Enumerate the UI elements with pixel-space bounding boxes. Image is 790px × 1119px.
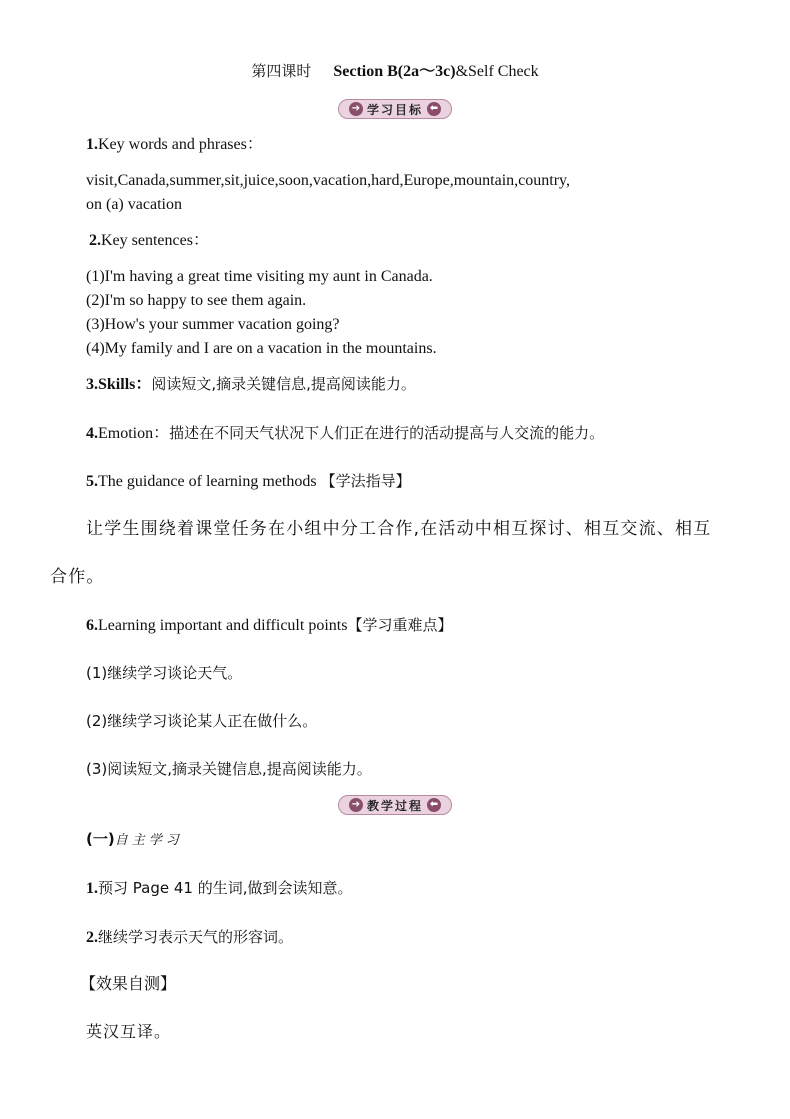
part1-title: 自主学习 [114,833,183,848]
key-words-heading [86,135,263,155]
points-label: Learning important and difficult points [98,617,348,634]
emotion-text: 描述在不同天气状况下人们正在进行的活动提高与人交流的能力。 [169,424,605,442]
item-number: 1. [86,136,98,153]
emotion-label: Emotion： [98,425,170,442]
self-check-label: &Self Check [455,63,539,80]
arrow-left-icon: ⬅ [427,102,441,116]
points-heading [86,615,452,636]
key-words-line-2: on (a) vacation [86,196,182,213]
goals-pill [338,99,452,119]
part-number: (一) [86,830,115,848]
item-1-text: 预习 Page 41 的生词,做到会读知意。 [98,879,353,897]
skills-label: Skills： [98,376,152,393]
item-number: 5. [86,473,98,490]
point-2: (2)继续学习谈论某人正在做什么。 [86,712,318,730]
section-label: Section B(2a～3c) [333,63,456,80]
process-banner [0,794,790,816]
process-banner-label: 教学过程 [366,798,423,813]
item-number: 6. [86,617,98,634]
item-number: 1. [86,880,98,897]
process-item-1 [86,878,352,899]
item-number: 2. [86,929,98,946]
sentence-4: (4)My family and I are on a vacation in the mountains. [86,340,437,357]
item-number: 3. [86,376,98,393]
sentence-2: (2)I'm so happy to see them again. [86,292,307,309]
key-sentences-heading [89,231,209,251]
key-words-label: Key words and phrases： [98,136,263,153]
self-test-label: 【效果自测】 [80,974,177,993]
emotion-line [86,423,604,444]
arrow-right-icon: ➔ [349,102,363,116]
item-2-text: 继续学习表示天气的形容词。 [98,928,294,946]
sentence-1: (1)I'm having a great time visiting my aunt in Canada. [86,268,433,285]
key-sentences-label: Key sentences： [101,232,209,249]
lesson-title [0,61,790,82]
guidance-cn-label: 【学法指导】 [320,472,411,490]
part1-heading [86,829,183,851]
item-number: 2. [89,232,101,249]
item-number: 4. [86,425,98,442]
process-item-2 [86,927,293,948]
arrow-right-icon: ➔ [349,798,363,812]
skills-line [86,374,416,395]
translate-label: 英汉互译。 [86,1022,172,1041]
process-pill [338,795,452,815]
point-3: (3)阅读短文,摘录关键信息,提高阅读能力。 [86,760,372,778]
goals-banner [0,98,790,120]
guidance-text-line-1: 让学生围绕着课堂任务在小组中分工合作,在活动中相互探讨、相互交流、相互 [86,519,712,539]
guidance-heading [86,471,411,492]
skills-text: 阅读短文,摘录关键信息,提高阅读能力。 [151,375,416,393]
sentence-3: (3)How's your summer vacation going? [86,316,340,333]
lesson-number: 第四课时 [251,62,312,80]
point-1: (1)继续学习谈论天气。 [86,664,243,682]
arrow-left-icon: ⬅ [427,798,441,812]
guidance-label: The guidance of learning methods [98,473,317,490]
guidance-text-line-2: 合作。 [50,567,105,587]
key-words-line-1: visit,Canada,summer,sit,juice,soon,vacation,hard,Europe,mountain,country, [86,172,570,189]
goals-banner-label: 学习目标 [366,102,423,117]
points-cn-label: 【学习重难点】 [347,616,453,634]
